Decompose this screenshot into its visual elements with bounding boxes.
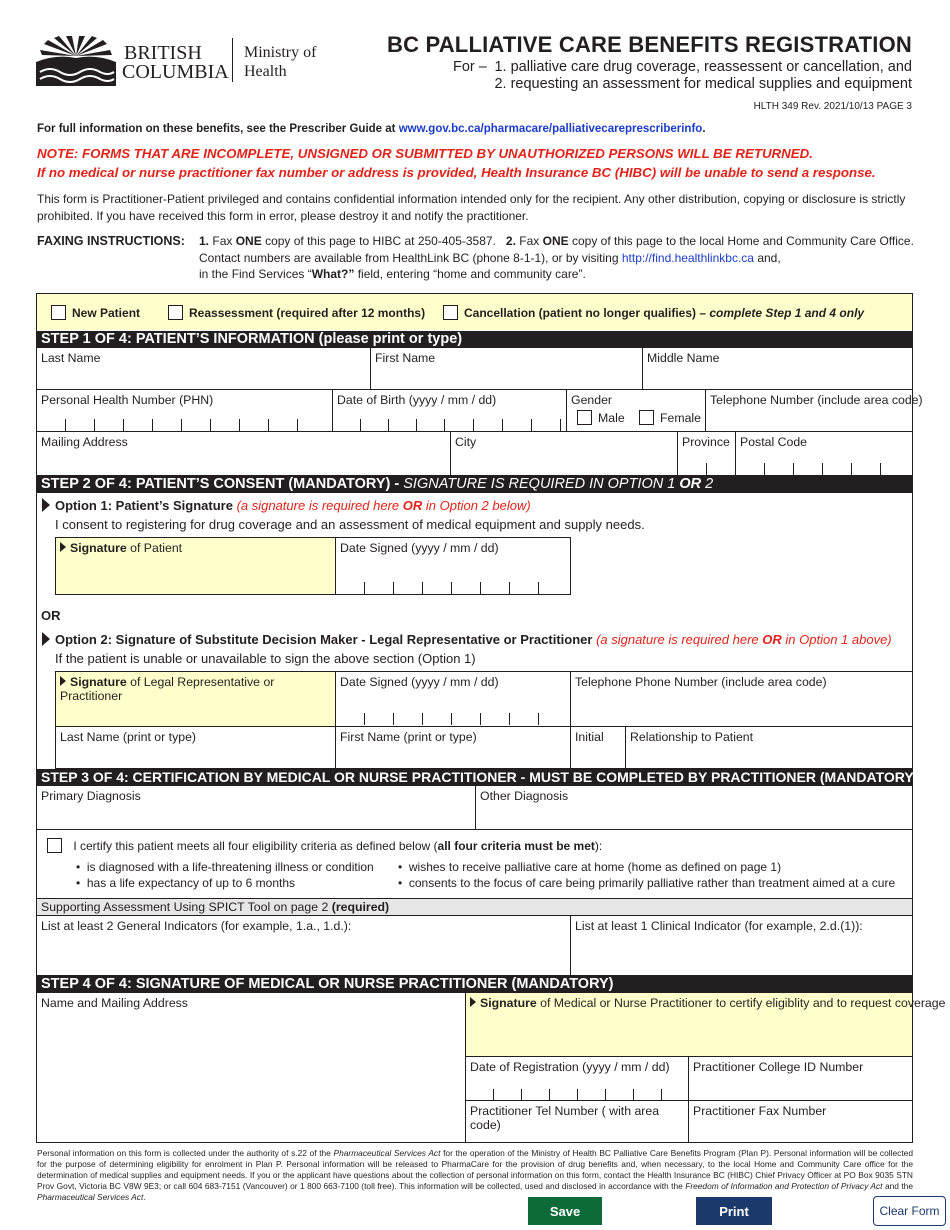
certify-checkbox[interactable] bbox=[47, 838, 62, 853]
step-4-header: STEP 4 OF 4: SIGNATURE OF MEDICAL OR NURSE PRACTITIONER (MANDATORY) bbox=[37, 976, 912, 993]
full-info-line: For full information on these benefits, see the Prescriber Guide at www.gov.bc.ca/pharmacare/palliativecareprescriberinfo. bbox=[37, 123, 706, 135]
phn-field[interactable]: Personal Health Number (PHN) bbox=[37, 390, 333, 432]
registration-type-row bbox=[37, 294, 912, 330]
warning-note-1: NOTE: FORMS THAT ARE INCOMPLETE, UNSIGNED OR SUBMITTED BY UNAUTHORIZED PERSONS WILL BE RETURNED. bbox=[37, 146, 813, 161]
bc-logo bbox=[36, 36, 336, 86]
step-1-header: STEP 1 OF 4: PATIENT’S INFORMATION (please print or type) bbox=[37, 331, 912, 348]
clinical-indicator-field[interactable]: List at least 1 Clinical Indicator (for example, 2.d.(1)): bbox=[571, 916, 912, 976]
form-id: HLTH 349 Rev. 2021/10/13 PAGE 3 bbox=[753, 101, 912, 112]
name-mailing-address-field[interactable]: Name and Mailing Address bbox=[37, 993, 466, 1143]
option-1-title: Option 1: Patient’s Signature (a signature is required here OR in Option 2 below) bbox=[42, 498, 531, 513]
header-line-2: 2. requesting an assessment for medical supplies and equipment bbox=[494, 76, 912, 92]
option-2-subtitle: If the patient is unable or unavailable to sign the above section (Option 1) bbox=[55, 651, 476, 666]
date-of-registration-field[interactable]: Date of Registration (yyyy / mm / dd) bbox=[466, 1057, 689, 1101]
representative-signature-field[interactable]: Signature of Legal Representative or Practitioner bbox=[56, 672, 336, 727]
other-diagnosis-field[interactable]: Other Diagnosis bbox=[476, 786, 912, 830]
patient-date-ticks bbox=[336, 582, 539, 594]
healthlink-link[interactable]: http://find.healthlinkbc.ca bbox=[621, 251, 754, 265]
college-id-field[interactable]: Practitioner College ID Number bbox=[689, 1057, 912, 1101]
save-button[interactable]: Save bbox=[528, 1197, 602, 1225]
arrow-right-icon bbox=[60, 542, 66, 552]
arrow-right-icon bbox=[42, 498, 50, 512]
fax-line-3: in the Find Services “What?” field, entering “home and community care”. bbox=[199, 267, 586, 281]
dob-ticks bbox=[333, 419, 561, 431]
province-field[interactable]: Province bbox=[678, 432, 736, 476]
telephone-field[interactable]: Telephone Number (include area code) bbox=[706, 390, 912, 432]
clear-form-button[interactable]: Clear Form bbox=[873, 1196, 946, 1226]
representative-telephone-field[interactable]: Telephone Phone Number (include area code) bbox=[571, 672, 912, 727]
fax-line-1: 1. Fax ONE copy of this page to HIBC at 250-405-3587. 2. Fax ONE copy of this page to the local Home and Community Care Office. bbox=[199, 234, 914, 248]
full-info-text: For full information on these benefits, see the Prescriber Guide at bbox=[37, 123, 396, 135]
prescriber-guide-link[interactable]: www.gov.bc.ca/pharmacare/palliativecareprescriberinfo bbox=[398, 123, 703, 135]
logo-divider bbox=[232, 38, 233, 82]
arrow-right-icon bbox=[42, 632, 50, 646]
step-2-header: STEP 2 OF 4: PATIENT’S CONSENT (MANDATORY) - SIGNATURE IS REQUIRED IN OPTION 1 OR 2 bbox=[37, 476, 912, 493]
cancellation-checkbox[interactable] bbox=[443, 305, 458, 320]
mailing-address-field[interactable]: Mailing Address bbox=[37, 432, 451, 476]
page-title: BC PALLIATIVE CARE BENEFITS REGISTRATION bbox=[386, 32, 912, 57]
reassessment-checkbox[interactable] bbox=[168, 305, 183, 320]
representative-last-name-field[interactable]: Last Name (print or type) bbox=[56, 727, 336, 769]
privacy-notice: Personal information on this form is collected under the authority of s.22 of the Pharmaceutical Services Act for the operation of the Ministry of Health BC Palliative Care Benefits Program (Plan P). Personal information will be collected for the purpose of determining eligibility for enrolment in Plan P. Personal information will be released to PharmaCare for the provision of drug benefits and, when necessary, to the local Home and Community Care office for the determination of medical supplies and equipment needs. If you or the applicant have questions about the collection of personal information on this form, contact the Health Insurance BC (HIBC) Chief Privacy Officer at PO Box 9035 STN Prov Govt, Victoria BC V8W 9E3; or call 604 683-7151 (Vancouver) or 1 800 663-7100 (toll free). This information will be collected, used and disclosed in accordance with the Freedom of Information and Protection of Privacy Act and the Pharmaceutical Services Act. bbox=[37, 1148, 913, 1202]
or-separator: OR bbox=[41, 608, 61, 623]
arrow-right-icon bbox=[470, 997, 476, 1007]
patient-date-signed-field[interactable]: Date Signed (yyyy / mm / dd) bbox=[340, 541, 499, 555]
step-3-header: STEP 3 OF 4: CERTIFICATION BY MEDICAL OR NURSE PRACTITIONER - MUST BE COMPLETED BY PRACTITIONER (MANDATORY) bbox=[37, 769, 912, 786]
dob-field[interactable]: Date of Birth (yyyy / mm / dd) bbox=[333, 390, 567, 432]
criterion-2: • has a life expectancy of up to 6 months bbox=[76, 876, 295, 890]
city-field[interactable]: City bbox=[451, 432, 678, 476]
registration-date-ticks bbox=[466, 1089, 662, 1101]
certify-statement[interactable]: I certify this patient meets all four eligibility criteria as defined below (all four criteria must be met): bbox=[47, 838, 602, 853]
print-button[interactable]: Print bbox=[696, 1197, 772, 1225]
first-name-field[interactable]: First Name bbox=[371, 348, 643, 390]
criterion-4: • consents to the focus of care being primarily palliative rather than treatment aimed at a cure bbox=[398, 876, 896, 890]
relationship-field[interactable]: Relationship to Patient bbox=[626, 727, 912, 769]
representative-initial-field[interactable]: Initial bbox=[571, 727, 626, 769]
postal-ticks bbox=[736, 463, 881, 475]
bc-sun-icon bbox=[36, 36, 116, 86]
privileged-notice-1: This form is Practitioner-Patient privileged and contains confidential information intended only for the recipient. Any other distribution, copying or disclosure is strictly bbox=[37, 192, 906, 206]
fax-label: FAXING INSTRUCTIONS: bbox=[37, 234, 185, 248]
practitioner-tel-field[interactable]: Practitioner Tel Number ( with area code) bbox=[466, 1101, 689, 1143]
representative-date-signed-field[interactable]: Date Signed (yyyy / mm / dd) bbox=[336, 672, 571, 727]
patient-signature-field[interactable]: Signature of Patient bbox=[56, 538, 336, 594]
criterion-1: • is diagnosed with a life-threatening illness or condition bbox=[76, 860, 374, 874]
header-line-1: 1. palliative care drug coverage, reassessent or cancellation, and bbox=[494, 59, 912, 75]
representative-first-name-field[interactable]: First Name (print or type) bbox=[336, 727, 571, 769]
practitioner-signature-field[interactable]: Signature of Medical or Nurse Practitioner to certify eligiblity and to request coverage bbox=[466, 993, 912, 1057]
gender-female-option[interactable]: Female bbox=[639, 410, 701, 425]
female-checkbox[interactable] bbox=[639, 410, 654, 425]
logo-line-2: COLUMBIA bbox=[122, 61, 229, 83]
cancellation-option[interactable]: Cancellation (patient no longer qualifies) – complete Step 1 and 4 only bbox=[443, 305, 864, 320]
ministry-line-2: Health bbox=[244, 63, 287, 80]
logo-line-1: BRITISH bbox=[124, 42, 202, 64]
province-ticks bbox=[678, 463, 707, 475]
new-patient-option[interactable]: New Patient bbox=[51, 305, 140, 320]
postal-code-field[interactable]: Postal Code bbox=[736, 432, 912, 476]
ministry-line-1: Ministry of bbox=[244, 44, 317, 61]
primary-diagnosis-field[interactable]: Primary Diagnosis bbox=[37, 786, 476, 830]
gender-field: Gender Male Female bbox=[567, 390, 706, 432]
spict-header: Supporting Assessment Using SPICT Tool on page 2 (required) bbox=[37, 898, 912, 916]
representative-date-ticks bbox=[336, 713, 539, 725]
general-indicators-field[interactable]: List at least 2 General Indicators (for example, 1.a., 1.d.): bbox=[37, 916, 571, 976]
new-patient-checkbox[interactable] bbox=[51, 305, 66, 320]
male-checkbox[interactable] bbox=[577, 410, 592, 425]
reassessment-option[interactable]: Reassessment (required after 12 months) bbox=[168, 305, 425, 320]
privileged-notice-2: prohibited. If you have received this form in error, please destroy it and notify the practitioner. bbox=[37, 209, 529, 223]
option-2-title: Option 2: Signature of Substitute Decision Maker - Legal Representative or Practitioner (a signature is required here OR in Option 1 above) bbox=[42, 632, 892, 647]
criterion-3: • wishes to receive palliative care at home (home as defined on page 1) bbox=[398, 860, 782, 874]
practitioner-fax-field[interactable]: Practitioner Fax Number bbox=[693, 1104, 827, 1118]
arrow-right-icon bbox=[60, 676, 66, 686]
phn-ticks bbox=[37, 419, 333, 431]
header-for-label: For – bbox=[453, 59, 487, 75]
warning-note-2: If no medical or nurse practitioner fax number or address is provided, Health Insurance BC (HIBC) will be unable to send a response. bbox=[37, 165, 876, 180]
gender-male-option[interactable]: Male bbox=[577, 410, 625, 425]
middle-name-field[interactable]: Middle Name bbox=[643, 348, 912, 390]
last-name-field[interactable]: Last Name bbox=[37, 348, 371, 390]
option-1-consent: I consent to registering for drug coverage and an assessment of medical equipment and supply needs. bbox=[55, 517, 645, 532]
fax-line-2: Contact numbers are available from HealthLink BC (phone 8-1-1), or by visiting http://find.healthlinkbc.ca and, bbox=[199, 251, 781, 265]
